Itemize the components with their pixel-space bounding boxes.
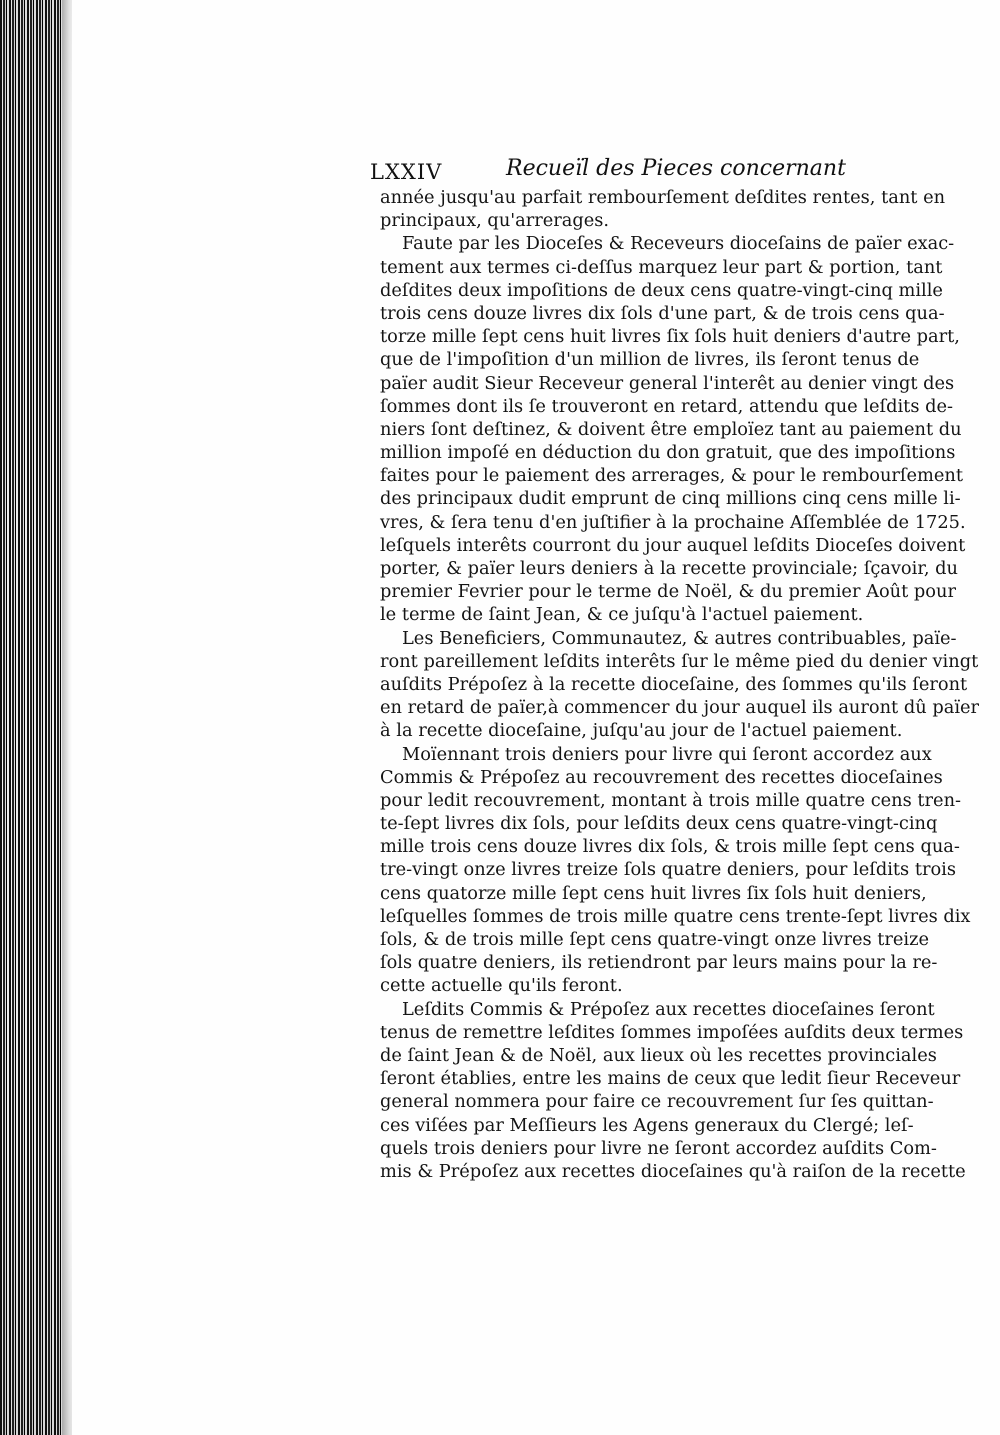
text-line: ces viſées par Meſſieurs les Agens generaux du Clergé; leſ- xyxy=(380,1114,914,1136)
text-line: vres, & ſera tenu d'en juſtifier à la prochaine Aſſemblée de 1725. xyxy=(380,511,966,533)
text-line: ſeront établies, entre les mains de ceux que ledit ſieur Receveur xyxy=(380,1068,961,1090)
running-title: Recueïl des Pieces concernant xyxy=(506,156,846,181)
page-folio: LXXIV xyxy=(370,160,443,184)
text-line: niers ſont deſtinez, & doivent être emploïez tant au paiement du xyxy=(380,418,962,440)
running-head xyxy=(370,156,910,188)
text-line: trois cens douze livres dix ſols d'une part, & de trois cens qua- xyxy=(380,302,945,324)
text-line: Commis & Prépoſez au recouvrement des recettes dioceſaines xyxy=(380,766,943,788)
text-line: cens quatorze mille ſept cens huit livres ſix ſols huit deniers, xyxy=(380,882,927,904)
text-block xyxy=(380,186,980,1183)
text-line: Leſdits Commis & Prépoſez aux recettes dioceſaines ſeront xyxy=(402,998,935,1020)
text-line: païer audit Sieur Receveur general l'interêt au denier vingt des xyxy=(380,372,955,394)
text-line: mis & Prépoſez aux recettes dioceſaines qu'à raiſon de la recette xyxy=(380,1160,966,1182)
text-line: principaux, qu'arrerages. xyxy=(380,210,610,232)
text-line: année jusqu'au parfait rembourſement deſdites rentes, tant en xyxy=(380,187,946,208)
text-line: tre-vingt onze livres treize ſols quatre deniers, pour leſdits trois xyxy=(380,859,956,881)
text-line: torze mille ſept cens huit livres ſix ſols huit deniers d'autre part, xyxy=(380,326,960,348)
text-line: en retard de païer,à commencer du jour auquel ils auront dû païer xyxy=(380,697,980,719)
text-line: premier Fevrier pour le terme de Noël, & du premier Août pour xyxy=(380,581,956,603)
spine-shade xyxy=(0,0,72,1435)
text-line: auſdits Prépoſez à la recette dioceſaine, des ſommes qu'ils ſeront xyxy=(380,673,968,695)
text-line: porter, & païer leurs deniers à la recette provinciale; ſçavoir, du xyxy=(380,558,959,579)
text-line: million impoſé en déduction du don gratuit, que des impoſitions xyxy=(380,442,956,464)
text-line: leſquels interêts courront du jour auquel leſdits Dioceſes doivent xyxy=(380,534,966,556)
text-line: ſols quatre deniers, ils retiendront par leurs mains pour la re- xyxy=(380,952,938,974)
text-line: ſols, & de trois mille ſept cens quatre-vingt onze livres treize xyxy=(380,929,929,950)
text-line: leſquelles ſommes de trois mille quatre cens trente-ſept livres dix xyxy=(380,905,971,927)
text-line: que de l'impoſition d'un million de livres, ils ſeront tenus de xyxy=(380,349,920,371)
text-line: à la recette dioceſaine, juſqu'au jour de l'actuel paiement. xyxy=(380,720,903,742)
text-line: le terme de ſaint Jean, & ce juſqu'à l'actuel paiement. xyxy=(380,604,864,626)
text-line: Faute par les Dioceſes & Receveurs dioceſains de païer exac- xyxy=(402,233,955,255)
text-line: Les Beneficiers, Communautez, & autres contribuables, païe- xyxy=(402,627,957,649)
text-line: general nommera pour faire ce recouvrement ſur ſes quittan- xyxy=(380,1091,934,1113)
text-line: tenus de remettre leſdites ſommes impoſées auſdits deux termes xyxy=(380,1021,964,1043)
text-line: des principaux dudit emprunt de cinq millions cinq cens mille li- xyxy=(380,488,961,510)
text-line: tement aux termes ci-deſſus marquez leur part & portion, tant xyxy=(380,256,943,278)
text-line: pour ledit recouvrement, montant à trois mille quatre cens tren- xyxy=(380,789,962,811)
text-line: mille trois cens douze livres dix ſols, & trois mille ſept cens qua- xyxy=(380,836,960,858)
text-line: cette actuelle qu'ils feront. xyxy=(380,975,623,997)
text-line: deſdites deux impoſitions de deux cens quatre-vingt-cinq mille xyxy=(380,279,943,301)
text-line: Moïennant trois deniers pour livre qui ſeront accordez aux xyxy=(402,743,932,765)
text-line: ſommes dont ils ſe trouveront en retard, attendu que leſdits de- xyxy=(380,395,954,417)
text-line: te-ſept livres dix ſols, pour leſdits deux cens quatre-vingt-cinq xyxy=(380,813,938,835)
text-line: quels trois deniers pour livre ne ſeront accordez auſdits Com- xyxy=(380,1137,937,1159)
text-line: ront pareillement leſdits interêts ſur le même pied du denier vingt xyxy=(380,650,979,672)
text-line: faites pour le paiement des arrerages, & pour le rembourſement xyxy=(380,465,963,487)
text-line: de ſaint Jean & de Noël, aux lieux où les recettes provinciales xyxy=(380,1044,937,1066)
